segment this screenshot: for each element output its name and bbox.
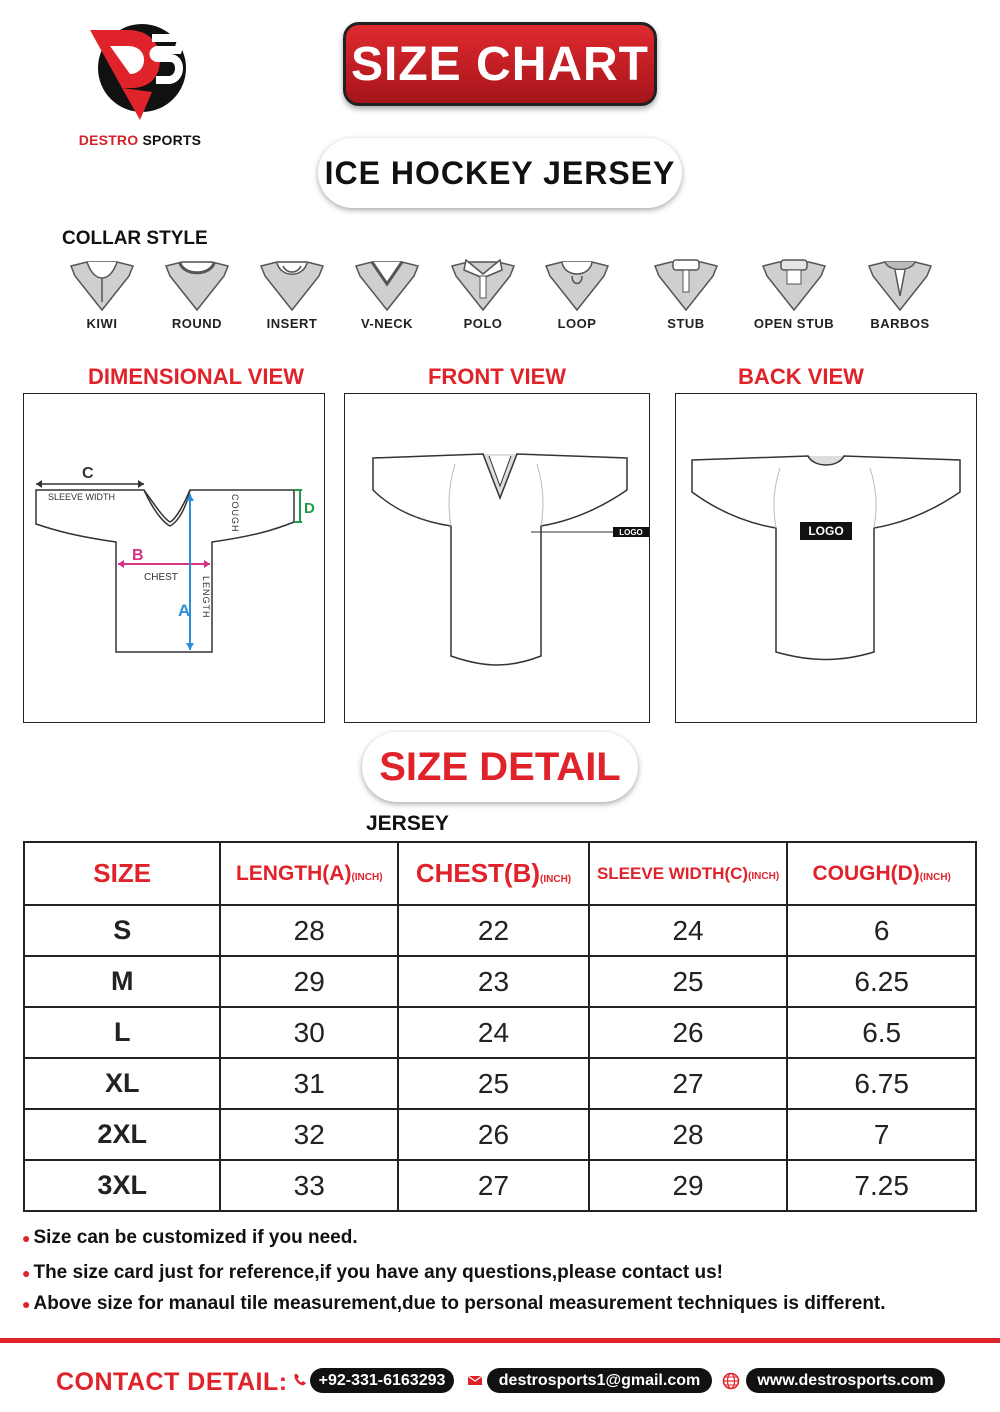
header-cough-label: COUGH(D) [812, 861, 920, 885]
cell-length: 30 [220, 1007, 398, 1058]
cell-sleeve-width: 28 [589, 1109, 787, 1160]
brand-name-red: DESTRO [78, 132, 139, 148]
note-text: The size card just for reference,if you have any questions,please contact us! [33, 1262, 723, 1283]
collar-kiwi [58, 256, 146, 331]
collar-label-loop: LOOP [557, 316, 597, 331]
collar-v-neck [343, 256, 431, 331]
collar-label-stub: STUB [667, 316, 705, 331]
insert-collar-icon [257, 256, 327, 312]
email-icon [467, 1372, 483, 1388]
bullet-icon: ● [22, 1230, 31, 1246]
brand-logo [82, 16, 194, 128]
header-cough-unit: (INCH) [919, 871, 951, 883]
cell-chest: 22 [398, 905, 589, 956]
cell-cough: 6.75 [787, 1058, 976, 1109]
dim-label-chest: CHEST [144, 572, 178, 583]
cell-cough: 7.25 [787, 1160, 976, 1211]
cell-chest: 23 [398, 956, 589, 1007]
header-length-label: LENGTH(A) [235, 861, 352, 885]
cell-sleeve-width: 24 [589, 905, 787, 956]
cell-size: L [24, 1007, 220, 1058]
collar-open-stub [750, 256, 838, 331]
cell-size: M [24, 956, 220, 1007]
brand-name-black: SPORTS [142, 132, 202, 148]
collar-stub [642, 256, 730, 331]
dimensional-jersey-diagram [24, 394, 324, 722]
collar-insert [248, 256, 336, 331]
page-title: SIZE CHART [343, 22, 657, 106]
barbos-collar-icon [865, 256, 935, 312]
header-sleeve-width-unit: (INCH) [748, 870, 780, 882]
header-length [220, 842, 398, 905]
table-caption: JERSEY [366, 812, 449, 835]
round-collar-icon [162, 256, 232, 312]
collar-style-title: COLLAR STYLE [62, 228, 208, 249]
cell-size: XL [24, 1058, 220, 1109]
header-length-unit: (INCH) [351, 871, 383, 883]
cell-size: S [24, 905, 220, 956]
bullet-icon: ● [22, 1296, 31, 1312]
cell-length: 31 [220, 1058, 398, 1109]
header-chest-unit: (INCH) [540, 874, 572, 885]
collar-barbos [856, 256, 944, 331]
cell-length: 28 [220, 905, 398, 956]
cell-sleeve-width: 26 [589, 1007, 787, 1058]
back-view-title: BACK VIEW [738, 364, 864, 389]
email-link[interactable]: destrosports1@gmail.com [487, 1368, 712, 1393]
loop-collar-icon [542, 256, 612, 312]
table-row [24, 1109, 976, 1160]
table-header-row [24, 842, 976, 905]
cell-size: 3XL [24, 1160, 220, 1211]
cell-length: 32 [220, 1109, 398, 1160]
collar-label-barbos: BARBOS [870, 316, 930, 331]
cell-sleeve-width: 27 [589, 1058, 787, 1109]
polo-collar-icon [448, 256, 518, 312]
kiwi-collar-icon [67, 256, 137, 312]
stub-collar-icon [651, 256, 721, 312]
footer-divider [0, 1338, 1000, 1343]
brand-name [60, 132, 220, 148]
note-text: Size can be customized if you need. [33, 1227, 358, 1248]
collar-label-insert: INSERT [266, 316, 318, 331]
dim-label-sleeve-width: SLEEVE WIDTH [48, 492, 116, 502]
collar-label-polo: POLO [463, 316, 503, 331]
table-row [24, 956, 976, 1007]
note-item [22, 1262, 723, 1284]
back-jersey-diagram [676, 394, 976, 722]
collar-polo [439, 256, 527, 331]
header-chest-label: CHEST(B) [415, 858, 541, 888]
cell-chest: 26 [398, 1109, 589, 1160]
phone-link[interactable]: +92-331-6163293 [310, 1368, 454, 1393]
v-neck-collar-icon [352, 256, 422, 312]
collar-label-kiwi: KIWI [86, 316, 118, 331]
cell-size: 2XL [24, 1109, 220, 1160]
dim-label-d: D [304, 500, 315, 517]
header-cough [787, 842, 976, 905]
note-text: Above size for manaul tile measurement,due to personal measurement techniques is different. [33, 1293, 886, 1314]
globe-icon [722, 1372, 740, 1390]
cell-length: 33 [220, 1160, 398, 1211]
open-stub-collar-icon [759, 256, 829, 312]
collar-label-round: ROUND [171, 316, 223, 331]
front-view-title: FRONT VIEW [427, 364, 567, 389]
cell-cough: 6 [787, 905, 976, 956]
dimensional-view-panel [23, 393, 325, 723]
dim-label-c: C [82, 465, 94, 482]
cell-sleeve-width: 25 [589, 956, 787, 1007]
website-link[interactable]: www.destrosports.com [746, 1368, 945, 1393]
header-size [24, 842, 220, 905]
cell-chest: 27 [398, 1160, 589, 1211]
cell-chest: 25 [398, 1058, 589, 1109]
header-sleeve-width-label: SLEEVE WIDTH(C) [596, 863, 749, 883]
size-detail-title: SIZE DETAIL [362, 732, 638, 802]
dim-label-b: B [132, 547, 144, 564]
bullet-icon: ● [22, 1265, 31, 1281]
note-item [22, 1293, 886, 1315]
header-size-label: SIZE [93, 858, 152, 888]
contact-title: CONTACT DETAIL: [56, 1368, 288, 1396]
back-logo-label: LOGO [808, 524, 844, 538]
front-view-panel [344, 393, 650, 723]
page-subtitle: ICE HOCKEY JERSEY [318, 138, 682, 208]
cell-cough: 6.5 [787, 1007, 976, 1058]
cell-sleeve-width: 29 [589, 1160, 787, 1211]
back-view-panel [675, 393, 977, 723]
front-logo-label: LOGO [619, 528, 643, 537]
note-item [22, 1227, 358, 1249]
phone-icon [292, 1372, 308, 1388]
dim-label-a: A [178, 601, 191, 620]
collar-round [153, 256, 241, 331]
table-row [24, 905, 976, 956]
collar-loop [533, 256, 621, 331]
cell-length: 29 [220, 956, 398, 1007]
header-sleeve-width [589, 842, 787, 905]
collar-label-open-stub: OPEN STUB [753, 316, 835, 331]
dimensional-view-title: DIMENSIONAL VIEW [88, 364, 304, 389]
table-row [24, 1007, 976, 1058]
table-row [24, 1058, 976, 1109]
collar-label-v-neck: V-NECK [360, 316, 414, 331]
table-row [24, 1160, 976, 1211]
header-chest [398, 842, 589, 905]
cell-cough: 6.25 [787, 956, 976, 1007]
size-table [23, 841, 977, 1212]
cell-cough: 7 [787, 1109, 976, 1160]
dim-label-cough: COUGH [230, 494, 240, 533]
dim-label-length: LENGTH [201, 576, 211, 619]
front-jersey-diagram [345, 394, 649, 722]
cell-chest: 24 [398, 1007, 589, 1058]
